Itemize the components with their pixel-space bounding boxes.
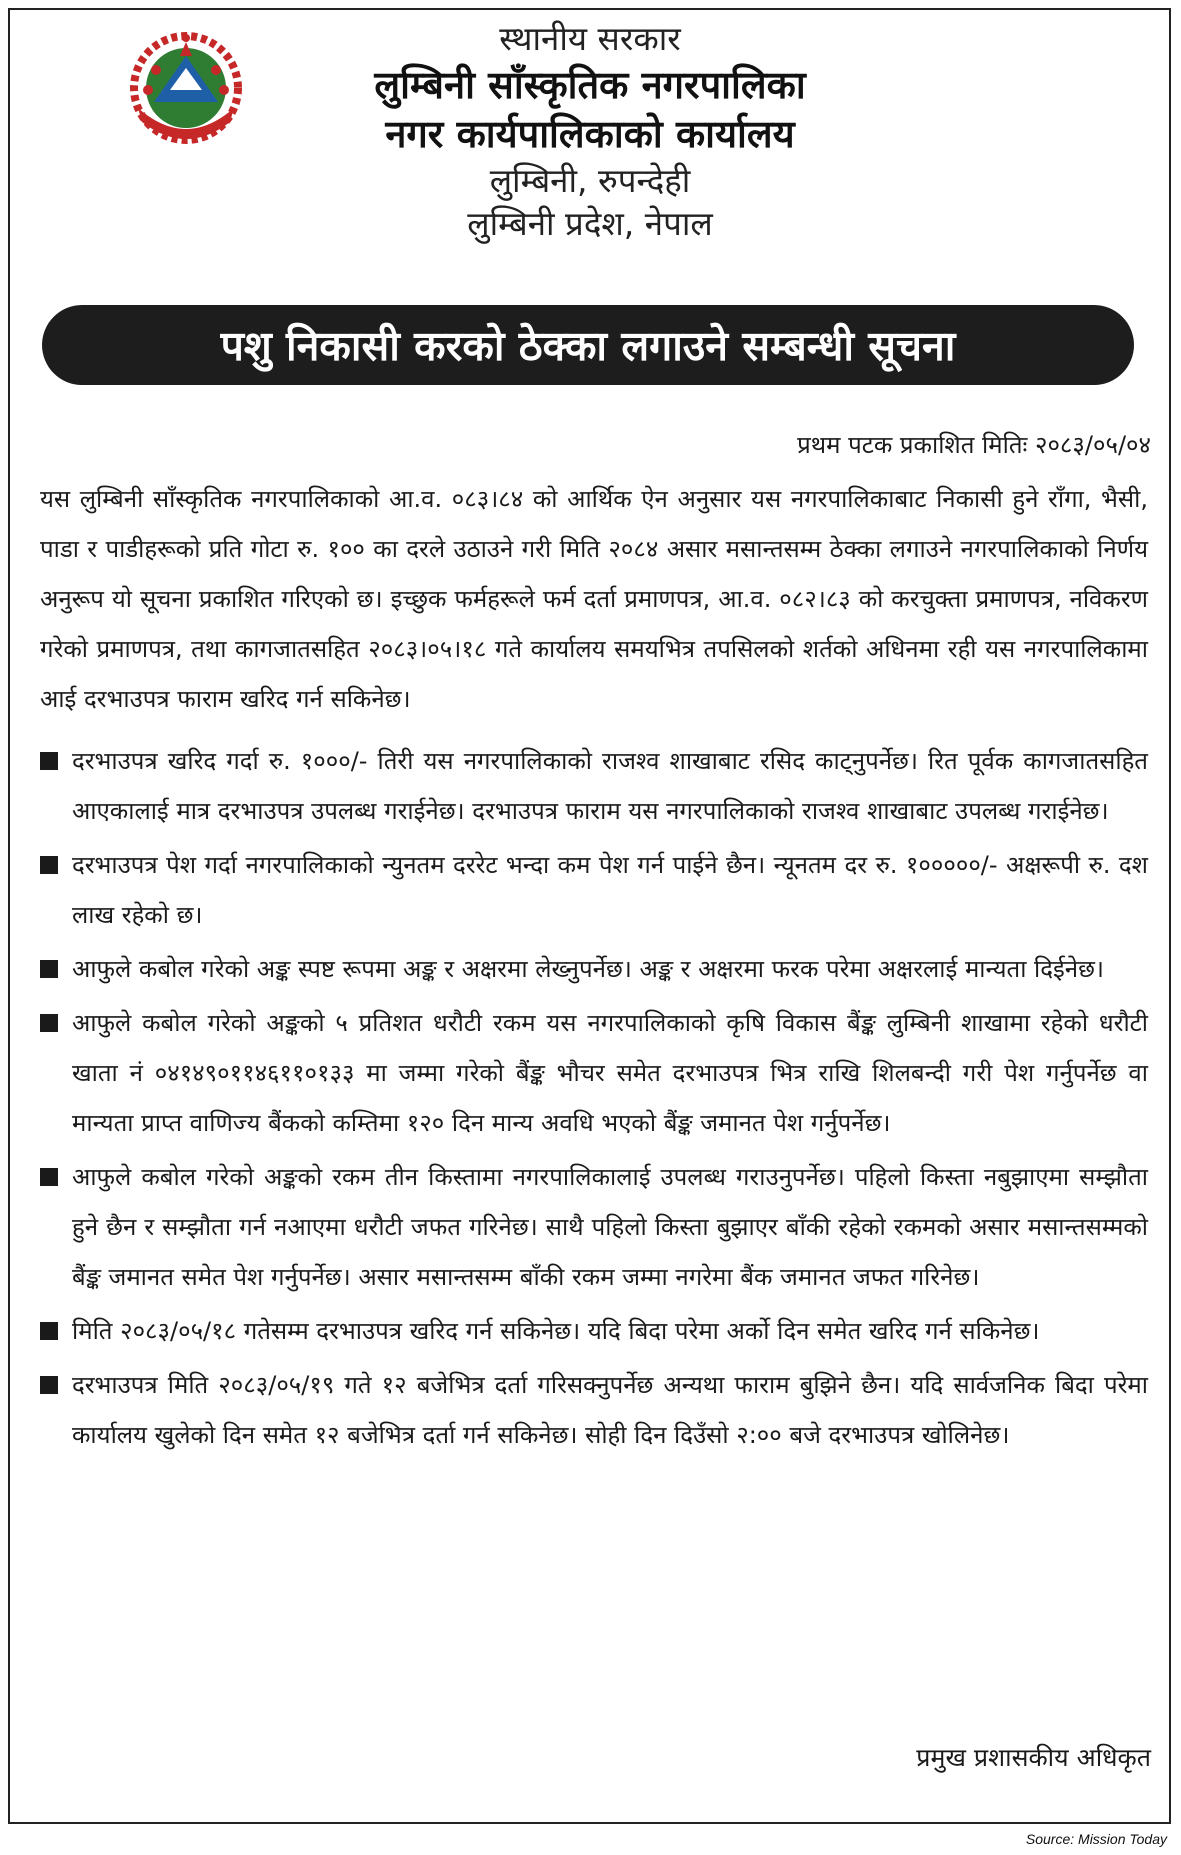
square-bullet-icon <box>40 1168 58 1186</box>
list-item <box>40 1360 1148 1460</box>
intro-paragraph: यस लुम्बिनी साँस्कृतिक नगरपालिकाको आ.व. ०८३।८४ को आर्थिक ऐन अनुसार यस नगरपालिकाबाट निकासी हुने राँगा, भैसी, पाडा र पाडीहरूको प्रति गोटा रु. १०० का दरले उठाउने गरी मिति २०८४ असार मसान्तसम्म ठेक्का लगाउने नगरपालिकाको निर्णय अनुरूप यो सूचना प्रकाशित गरिएको छ। इच्छुक फर्महरूले फर्म दर्ता प्रमाणपत्र, आ.व. ०८२।८३ को करचुक्ता प्रमाणपत्र, नविकरण गरेको प्रमाणपत्र, तथा कागजातसहित २०८३।०५।१८ गते कार्यालय समयभित्र तपसिलको शर्तको अधिनमा रही यस नगरपालिकामा आई दरभाउपत्र फाराम खरिद गर्न सकिनेछ। <box>40 485 1148 713</box>
nepal-government-emblem-icon <box>126 30 246 148</box>
header-address-2: लुम्बिनी प्रदेश, नेपाल <box>467 203 713 243</box>
conditions-list <box>40 736 1148 1460</box>
list-item <box>40 944 1148 994</box>
notice-body <box>40 474 1148 1464</box>
notice-title: पशु निकासी करको ठेक्का लगाउने सम्बन्धी सूचना <box>220 322 956 370</box>
publish-date: प्रथम पटक प्रकाशित मितिः २०८३/०५/०४ <box>797 431 1151 459</box>
condition-text: दरभाउपत्र मिति २०८३/०५/१९ गते १२ बजेभित्र दर्ता गरिसक्नुपर्नेछ अन्यथा फाराम बुझिने छैन। यदि सार्वजनिक बिदा परेमा कार्यालय खुलेको दिन समेत १२ बजेभित्र दर्ता गर्न सकिनेछ। सोही दिन दिउँसो २:०० बजे दरभाउपत्र खोलिनेछ। <box>72 1371 1148 1449</box>
condition-text: मिति २०८३/०५/१८ गतेसम्म दरभाउपत्र खरिद गर्न सकिनेछ। यदि बिदा परेमा अर्को दिन समेत खरिद गर्न सकिनेछ। <box>72 1317 1040 1345</box>
condition-text: आफुले कबोल गरेको अङ्क स्पष्ट रूपमा अङ्क र अक्षरमा लेख्नुपर्नेछ। अङ्क र अक्षरमा फरक परेमा अक्षरलाई मान्यता दिईनेछ। <box>72 955 1105 983</box>
square-bullet-icon <box>40 752 58 770</box>
office-name: नगर कार्यपालिकाको कार्यालय <box>385 112 795 157</box>
square-bullet-icon <box>40 1376 58 1394</box>
square-bullet-icon <box>40 960 58 978</box>
list-item <box>40 1152 1148 1302</box>
condition-text: आफुले कबोल गरेको अङ्कको रकम तीन किस्तामा नगरपालिकालाई उपलब्ध गराउनुपर्नेछ। पहिलो किस्ता नबुझाएमा सम्झौता हुने छैन र सम्झौता गर्न नआएमा धरौटी जफत गरिनेछ। साथै पहिलो किस्ता बुझाएर बाँकी रहेको रकमको असार मसान्तसम्मको बैंङ्क जमानत समेत पेश गर्नुपर्नेछ। असार मसान्तसम्म बाँकी रकम जम्मा नगरेमा बैंक जमानत जफत गरिनेछ। <box>72 1163 1148 1291</box>
notice-title-banner <box>42 305 1134 385</box>
list-item <box>40 1306 1148 1356</box>
header-line-1: स्थानीय सरकार <box>499 19 681 58</box>
square-bullet-icon <box>40 1014 58 1032</box>
municipality-name: लुम्बिनी साँस्कृतिक नगरपालिका <box>374 62 806 107</box>
list-item <box>40 998 1148 1148</box>
list-item <box>40 840 1148 940</box>
list-item <box>40 736 1148 836</box>
condition-text: दरभाउपत्र खरिद गर्दा रु. १०००/- तिरी यस नगरपालिकाको राजश्व शाखाबाट रसिद काट्नुपर्नेछ। रित पूर्वक कागजातसहित आएकालाई मात्र दरभाउपत्र उपलब्ध गराईनेछ। दरभाउपत्र फाराम यस नगरपालिकाको राजश्व शाखाबाट उपलब्ध गराईनेछ। <box>72 747 1148 825</box>
office-header <box>250 18 930 245</box>
condition-text: आफुले कबोल गरेको अङ्कको ५ प्रतिशत धरौटी रकम यस नगरपालिकाको कृषि विकास बैंङ्क लुम्बिनी शाखामा रहेको धरौटी खाता नं ०४१४९०११४६११०१३३ मा जम्मा गरेको बैंङ्क भौचर समेत दरभाउपत्र भित्र राखि शिलबन्दी गरी पेश गर्नुपर्नेछ वा मान्यता प्राप्त वाणिज्य बैंकको कम्तिमा १२० दिन मान्य अवधि भएको बैंङ्क जमानत पेश गर्नुपर्नेछ। <box>72 1009 1148 1137</box>
source-credit: Source: Mission Today <box>1025 1831 1167 1847</box>
signatory-title: प्रमुख प्रशासकीय अधिकृत <box>916 1743 1151 1772</box>
header-address-1: लुम्बिनी, रुपन्देही <box>489 160 691 200</box>
square-bullet-icon <box>40 856 58 874</box>
square-bullet-icon <box>40 1322 58 1340</box>
condition-text: दरभाउपत्र पेश गर्दा नगरपालिकाको न्युनतम दररेट भन्दा कम पेश गर्न पाईने छैन। न्यूनतम दर रु. १०००००/- अक्षरूपी रु. दश लाख रहेको छ। <box>72 851 1148 929</box>
